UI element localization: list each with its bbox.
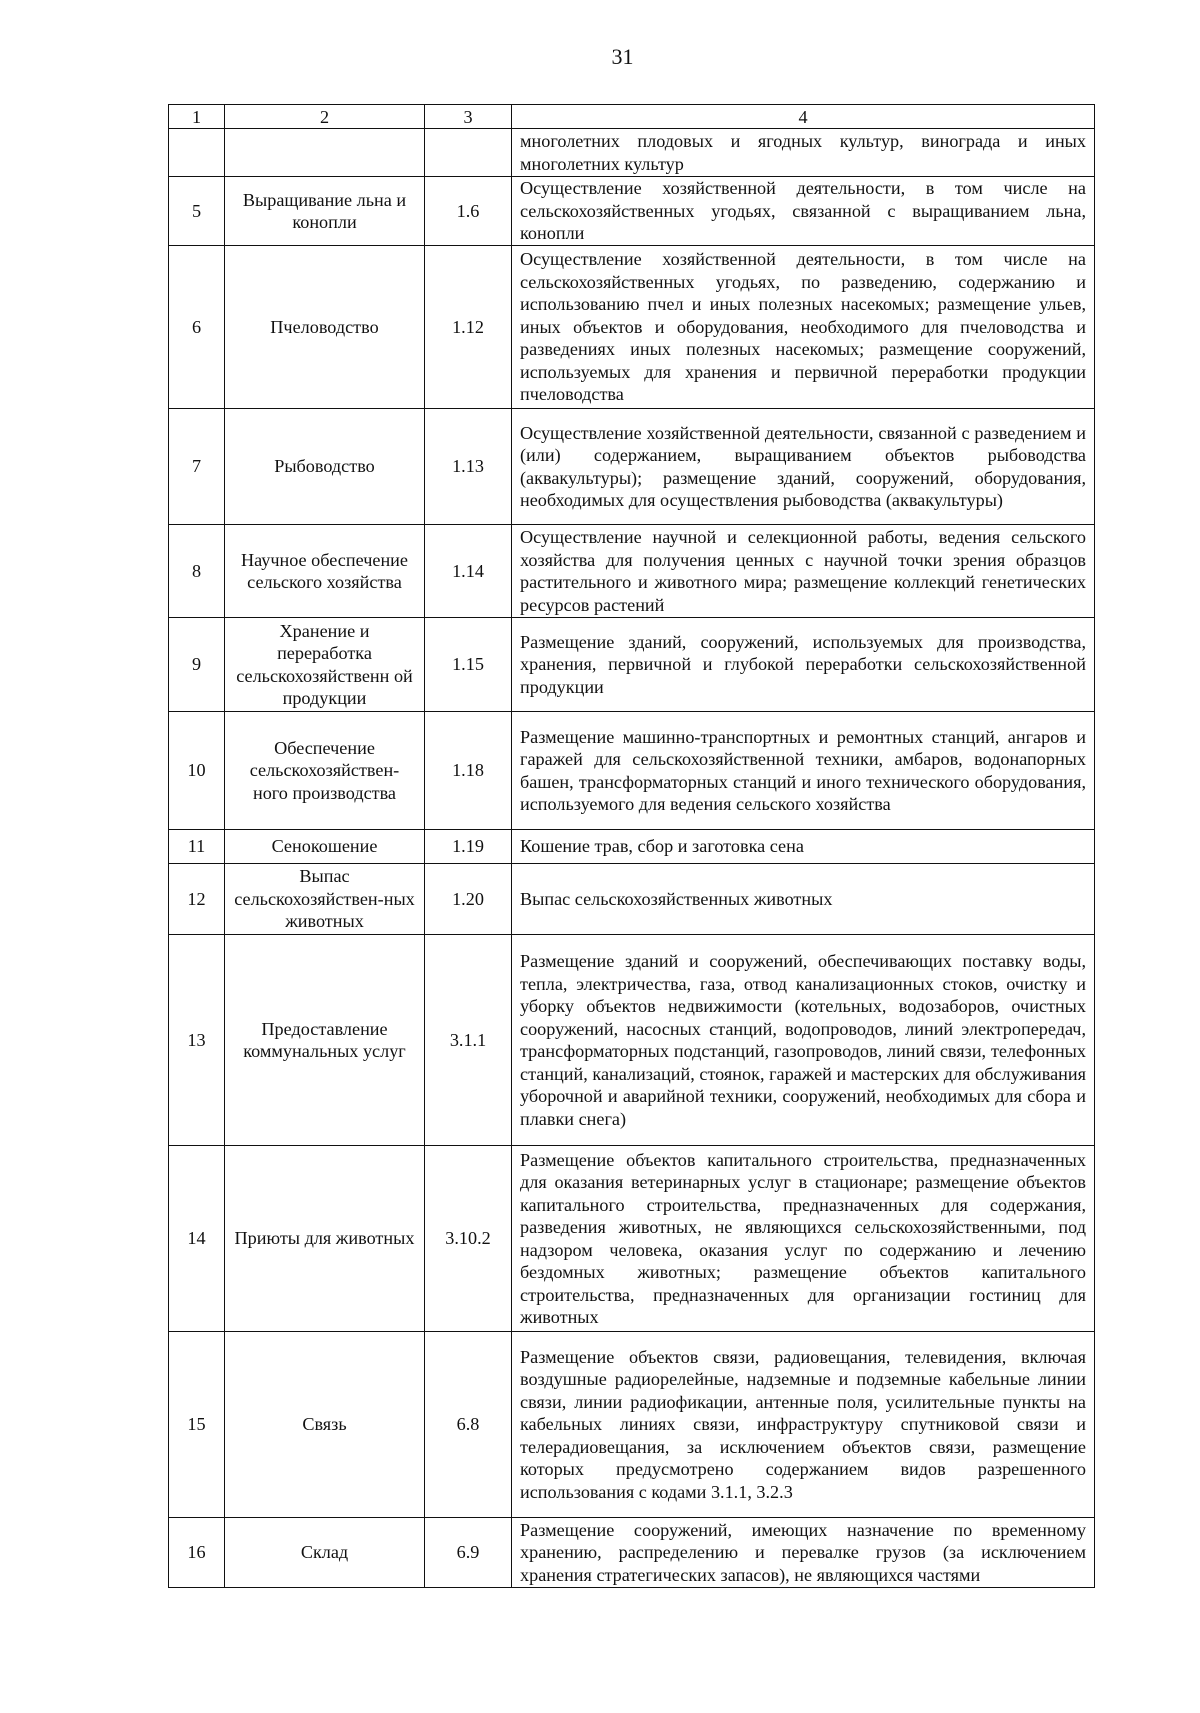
page-number: 31 [611,44,634,69]
row-name: Сенокошение [225,830,425,864]
row-code: 1.13 [425,409,512,525]
table-row [169,864,1095,935]
row-name: Научное обеспечение сельского хозяйства [225,525,425,618]
row-description: Размещение зданий и сооружений, обеспечивающих поставку воды, тепла, электричества, газа, отвод канализационных стоков, очистку и уборку объектов недвижимости (котельных, водозаборов, очистных сооружений, насосных станций, водопроводов, линий электропередач, трансформаторных подстанций, газопроводов, линий связи, телефонных станций, канализаций, стоянок, гаражей и мастерских для обслуживания уборочной и аварийной техники, сооружений, необходимых для сбора и плавки снега) [512,935,1095,1146]
row-description: Осуществление хозяйственной деятельности, связанной с разведением и (или) содержанием, выращиванием объектов рыбоводства (аквакультуры); размещение зданий, сооружений, оборудования, необходимых для осуществления рыбоводства (аквакультуры) [512,409,1095,525]
table-row [169,177,1095,246]
row-description: Размещение объектов капитального строительства, предназначенных для оказания ветеринарных услуг в стационаре; размещение объектов капитального строительства, предназначенных для содержания, разведения животных, не являющихся сельскохозяйственными, под надзором человека, оказания услуг по содержанию и лечению бездомных животных; размещение объектов капитального строительства, предназначенных для организации гостиниц для животных [512,1146,1095,1332]
row-name: Обеспечение сельскохозяйствен-ного производства [225,712,425,830]
row-number: 13 [169,935,225,1146]
row-number: 14 [169,1146,225,1332]
row-name: Рыбоводство [225,409,425,525]
table-row [169,1146,1095,1332]
row-number: 9 [169,618,225,712]
row-description: многолетних плодовых и ягодных культур, винограда и иных многолетних культур [512,129,1095,177]
table-row [169,129,1095,177]
table-header-row [169,105,1095,129]
row-code: 1.18 [425,712,512,830]
row-code: 1.14 [425,525,512,618]
row-code [425,129,512,177]
row-description: Кошение трав, сбор и заготовка сена [512,830,1095,864]
row-number: 7 [169,409,225,525]
table-row [169,935,1095,1146]
row-number: 5 [169,177,225,246]
row-name: Склад [225,1518,425,1588]
row-code: 6.8 [425,1332,512,1518]
row-description: Осуществление хозяйственной деятельности, в том числе на сельскохозяйственных угодьях, по разведению, содержанию и использованию пчел и иных полезных насекомых; размещение ульев, иных объектов и оборудования, необходимого для пчеловодства и разведениях иных полезных насекомых; размещение сооружений, используемых для хранения и первичной переработки продукции пчеловодства [512,246,1095,409]
column-header-name: 2 [225,105,425,129]
column-header-code: 3 [425,105,512,129]
row-code: 3.1.1 [425,935,512,1146]
row-name: Выпас сельскохозяйствен-ных животных [225,864,425,935]
land-use-table [168,104,1095,1588]
row-number: 11 [169,830,225,864]
row-code: 1.15 [425,618,512,712]
column-header-number: 1 [169,105,225,129]
row-name: Выращивание льна и конопли [225,177,425,246]
row-name: Приюты для животных [225,1146,425,1332]
table-row [169,409,1095,525]
table-row [169,1332,1095,1518]
row-name: Хранение и переработка сельскохозяйственн ой продукции [225,618,425,712]
table-row [169,712,1095,830]
table-row [169,246,1095,409]
row-name: Предоставление коммунальных услуг [225,935,425,1146]
row-code: 1.20 [425,864,512,935]
row-code: 1.12 [425,246,512,409]
column-header-description: 4 [512,105,1095,129]
row-name: Пчеловодство [225,246,425,409]
row-description: Осуществление хозяйственной деятельности, в том числе на сельскохозяйственных угодьях, связанной с выращиванием льна, конопли [512,177,1095,246]
row-number: 10 [169,712,225,830]
row-number: 8 [169,525,225,618]
row-number: 12 [169,864,225,935]
row-code: 6.9 [425,1518,512,1588]
row-code: 1.6 [425,177,512,246]
table-row [169,525,1095,618]
row-description: Размещение машинно-транспортных и ремонтных станций, ангаров и гаражей для сельскохозяйственной техники, амбаров, водонапорных башен, трансформаторных станций и иного технического оборудования, используемого для ведения сельского хозяйства [512,712,1095,830]
row-description: Размещение зданий, сооружений, используемых для производства, хранения, первичной и глубокой переработки сельскохозяйственной продукции [512,618,1095,712]
row-description: Размещение объектов связи, радиовещания, телевидения, включая воздушные радиорелейные, надземные и подземные кабельные линии связи, линии радиофикации, антенные поля, усилительные пункты на кабельных линиях связи, инфраструктуру спутниковой связи и телерадиовещания, за исключением объектов связи, размещение которых предусмотрено содержанием видов разрешенного использования с кодами 3.1.1, 3.2.3 [512,1332,1095,1518]
row-description: Осуществление научной и селекционной работы, ведения сельского хозяйства для получения ценных с научной точки зрения образцов растительного и животного мира; размещение коллекций генетических ресурсов растений [512,525,1095,618]
row-number: 15 [169,1332,225,1518]
row-number: 16 [169,1518,225,1588]
row-name [225,129,425,177]
table-row [169,1518,1095,1588]
row-code: 3.10.2 [425,1146,512,1332]
table-row [169,618,1095,712]
row-description: Размещение сооружений, имеющих назначение по временному хранению, распределению и перевалке грузов (за исключением хранения стратегических запасов), не являющихся частями [512,1518,1095,1588]
row-code: 1.19 [425,830,512,864]
row-name: Связь [225,1332,425,1518]
row-description: Выпас сельскохозяйственных животных [512,864,1095,935]
row-number: 6 [169,246,225,409]
row-number [169,129,225,177]
table-row [169,830,1095,864]
